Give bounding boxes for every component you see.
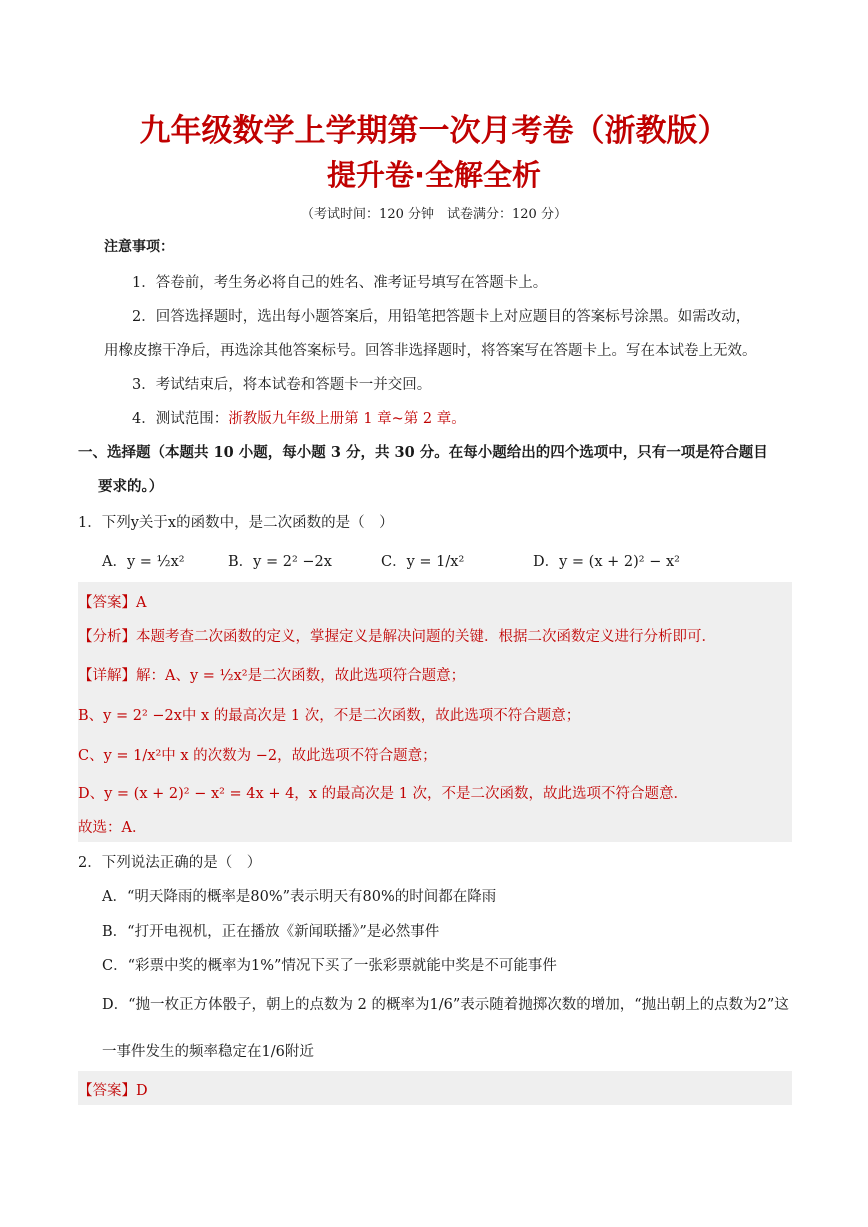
question-1-detail-d: D、y = (x + 2)² − x² = 4x + 4，x 的最高次是 1 次，不是二次函数，故此选项不符合题意．	[78, 786, 689, 802]
question-2-answer-box	[78, 1071, 792, 1105]
question-1-choice: 故选：A．	[78, 820, 147, 836]
page-subtitle: 提升卷·全解全析	[326, 158, 542, 192]
question-2-option-b: B．“打开电视机，正在播放《新闻联播》”是必然事件	[102, 924, 440, 940]
section-heading-cont: 要求的。）	[98, 478, 164, 495]
analysis-tag: 【分析】	[78, 629, 136, 645]
detail-a: 解：A、y = ½x²是二次函数，故此选项符合题意；	[136, 668, 466, 684]
notes-heading: 注意事项：	[104, 239, 174, 255]
question-1-option-d: D．y = (x + 2)² − x²	[533, 554, 680, 570]
note-3: 3．考试结束后，将本试卷和答题卡一并交回。	[132, 377, 432, 393]
section-heading: 一、选择题（本题共 10 小题，每小题 3 分，共 30 分。在每小题给出的四个选项中，只有一项是符合题目	[78, 444, 768, 461]
question-1-analysis	[78, 625, 716, 646]
note-4-scope: 浙教版九年级上册第 1 章~第 2 章。	[228, 411, 466, 427]
question-1-detail	[78, 664, 465, 685]
question-1-option-b: B．y = 2² −2x	[228, 554, 332, 570]
exam-info: （考试时间：120 分钟 试卷满分：120 分）	[301, 207, 567, 222]
question-1-detail-b: B、y = 2² −2x中 x 的最高次是 1 次，不是二次函数，故此选项不符合题意；	[78, 708, 581, 724]
page-title: 九年级数学上学期第一次月考卷（浙教版）	[139, 113, 729, 149]
question-1-answer: 【答案】A	[78, 595, 147, 611]
question-2-option-d: D．“抛一枚正方体骰子，朝上的点数为 2 的概率为1/6”表示随着抛掷次数的增加，“抛出朝上的点数为2”这	[102, 997, 789, 1013]
note-2: 2．回答选择题时，选出每小题答案后，用铅笔把答题卡上对应题目的答案标号涂黑。如需改动，	[132, 309, 751, 325]
question-1-stem: 1．下列y关于x的函数中，是二次函数的是（ ）	[78, 515, 394, 531]
note-4	[132, 407, 466, 428]
note-1: 1．答卷前，考生务必将自己的姓名、准考证号填写在答题卡上。	[132, 275, 548, 291]
question-2-answer: 【答案】D	[78, 1083, 148, 1099]
question-1-detail-c: C、y = 1/x²中 x 的次数为 −2，故此选项不符合题意；	[78, 748, 437, 764]
note-4-prefix: 4．测试范围：	[132, 411, 229, 427]
question-2-option-c: C．“彩票中奖的概率为1%”情况下买了一张彩票就能中奖是不可能事件	[102, 958, 557, 974]
question-2-stem: 2．下列说法正确的是（ ）	[78, 855, 262, 871]
note-2-cont: 用橡皮擦干净后，再选涂其他答案标号。回答非选择题时，将答案写在答题卡上。写在本试卷上无效。	[104, 343, 757, 359]
question-2-option-d-cont: 一事件发生的频率稳定在1/6附近	[102, 1044, 314, 1060]
analysis-text: 本题考查二次函数的定义，掌握定义是解决问题的关键．根据二次函数定义进行分析即可．	[136, 629, 716, 645]
detail-tag: 【详解】	[78, 668, 136, 684]
question-1-option-a: A．y = ½x²	[102, 554, 185, 570]
question-1-option-c: C．y = 1/x²	[381, 554, 465, 570]
question-2-option-a: A．“明天降雨的概率是80%”表示明天有80%的时间都在降雨	[102, 889, 497, 905]
